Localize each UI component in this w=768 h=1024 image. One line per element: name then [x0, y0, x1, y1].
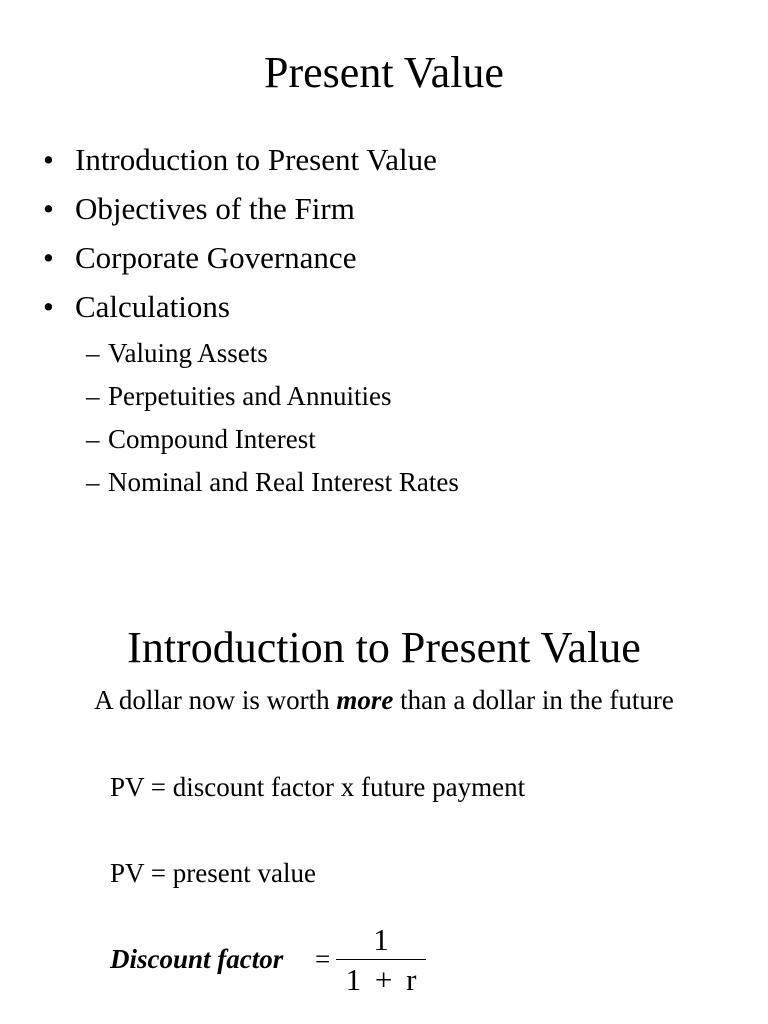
bullet-text: Calculations [75, 289, 230, 324]
bullet-item [0, 140, 768, 189]
tagline-start: A dollar now is worth [94, 685, 337, 715]
bullet-item [0, 287, 768, 336]
discount-factor-label: Discount factor [110, 944, 284, 974]
sub-bullet-text: Valuing Assets [108, 338, 268, 368]
bullet-glyph: • [43, 142, 54, 177]
bullet-glyph: • [43, 289, 54, 324]
bullet-text: Corporate Governance [75, 240, 357, 275]
tagline-end: than a dollar in the future [393, 685, 674, 715]
sub-bullet-list [0, 336, 768, 508]
sub-bullet-item [0, 336, 768, 379]
sub-bullet-text: Nominal and Real Interest Rates [108, 467, 459, 497]
pv-formula: PV = discount factor x future payment [110, 772, 526, 802]
bullet-glyph: • [43, 240, 54, 275]
equals-sign: = [315, 944, 331, 974]
bullet-list [0, 140, 768, 336]
sub-bullet-text: Perpetuities and Annuities [108, 381, 392, 411]
dash-glyph: – [86, 467, 100, 497]
sub-bullet-item [0, 465, 768, 508]
bullet-text: Introduction to Present Value [75, 142, 437, 177]
sub-bullet-text: Compound Interest [108, 424, 316, 454]
sub-bullet-item [0, 379, 768, 422]
slide-title: Present Value [264, 48, 504, 97]
dash-glyph: – [86, 424, 100, 454]
slide-title: Introduction to Present Value [127, 623, 641, 672]
sub-bullet-item [0, 422, 768, 465]
bullet-text: Objectives of the Firm [75, 191, 355, 226]
discount-factor-fraction [336, 922, 426, 998]
bullet-item [0, 189, 768, 238]
pv-definition: PV = present value [110, 858, 316, 888]
fraction-bar [336, 959, 426, 960]
tagline [0, 683, 768, 717]
bullet-glyph: • [43, 191, 54, 226]
slide-introduction-to-present-value [0, 512, 768, 1024]
fraction-denominator: 1 + r [345, 962, 417, 997]
dash-glyph: – [86, 381, 100, 411]
tagline-emphasis: more [336, 685, 394, 715]
bullet-item [0, 238, 768, 287]
fraction-numerator: 1 [373, 922, 389, 957]
dash-glyph: – [86, 338, 100, 368]
